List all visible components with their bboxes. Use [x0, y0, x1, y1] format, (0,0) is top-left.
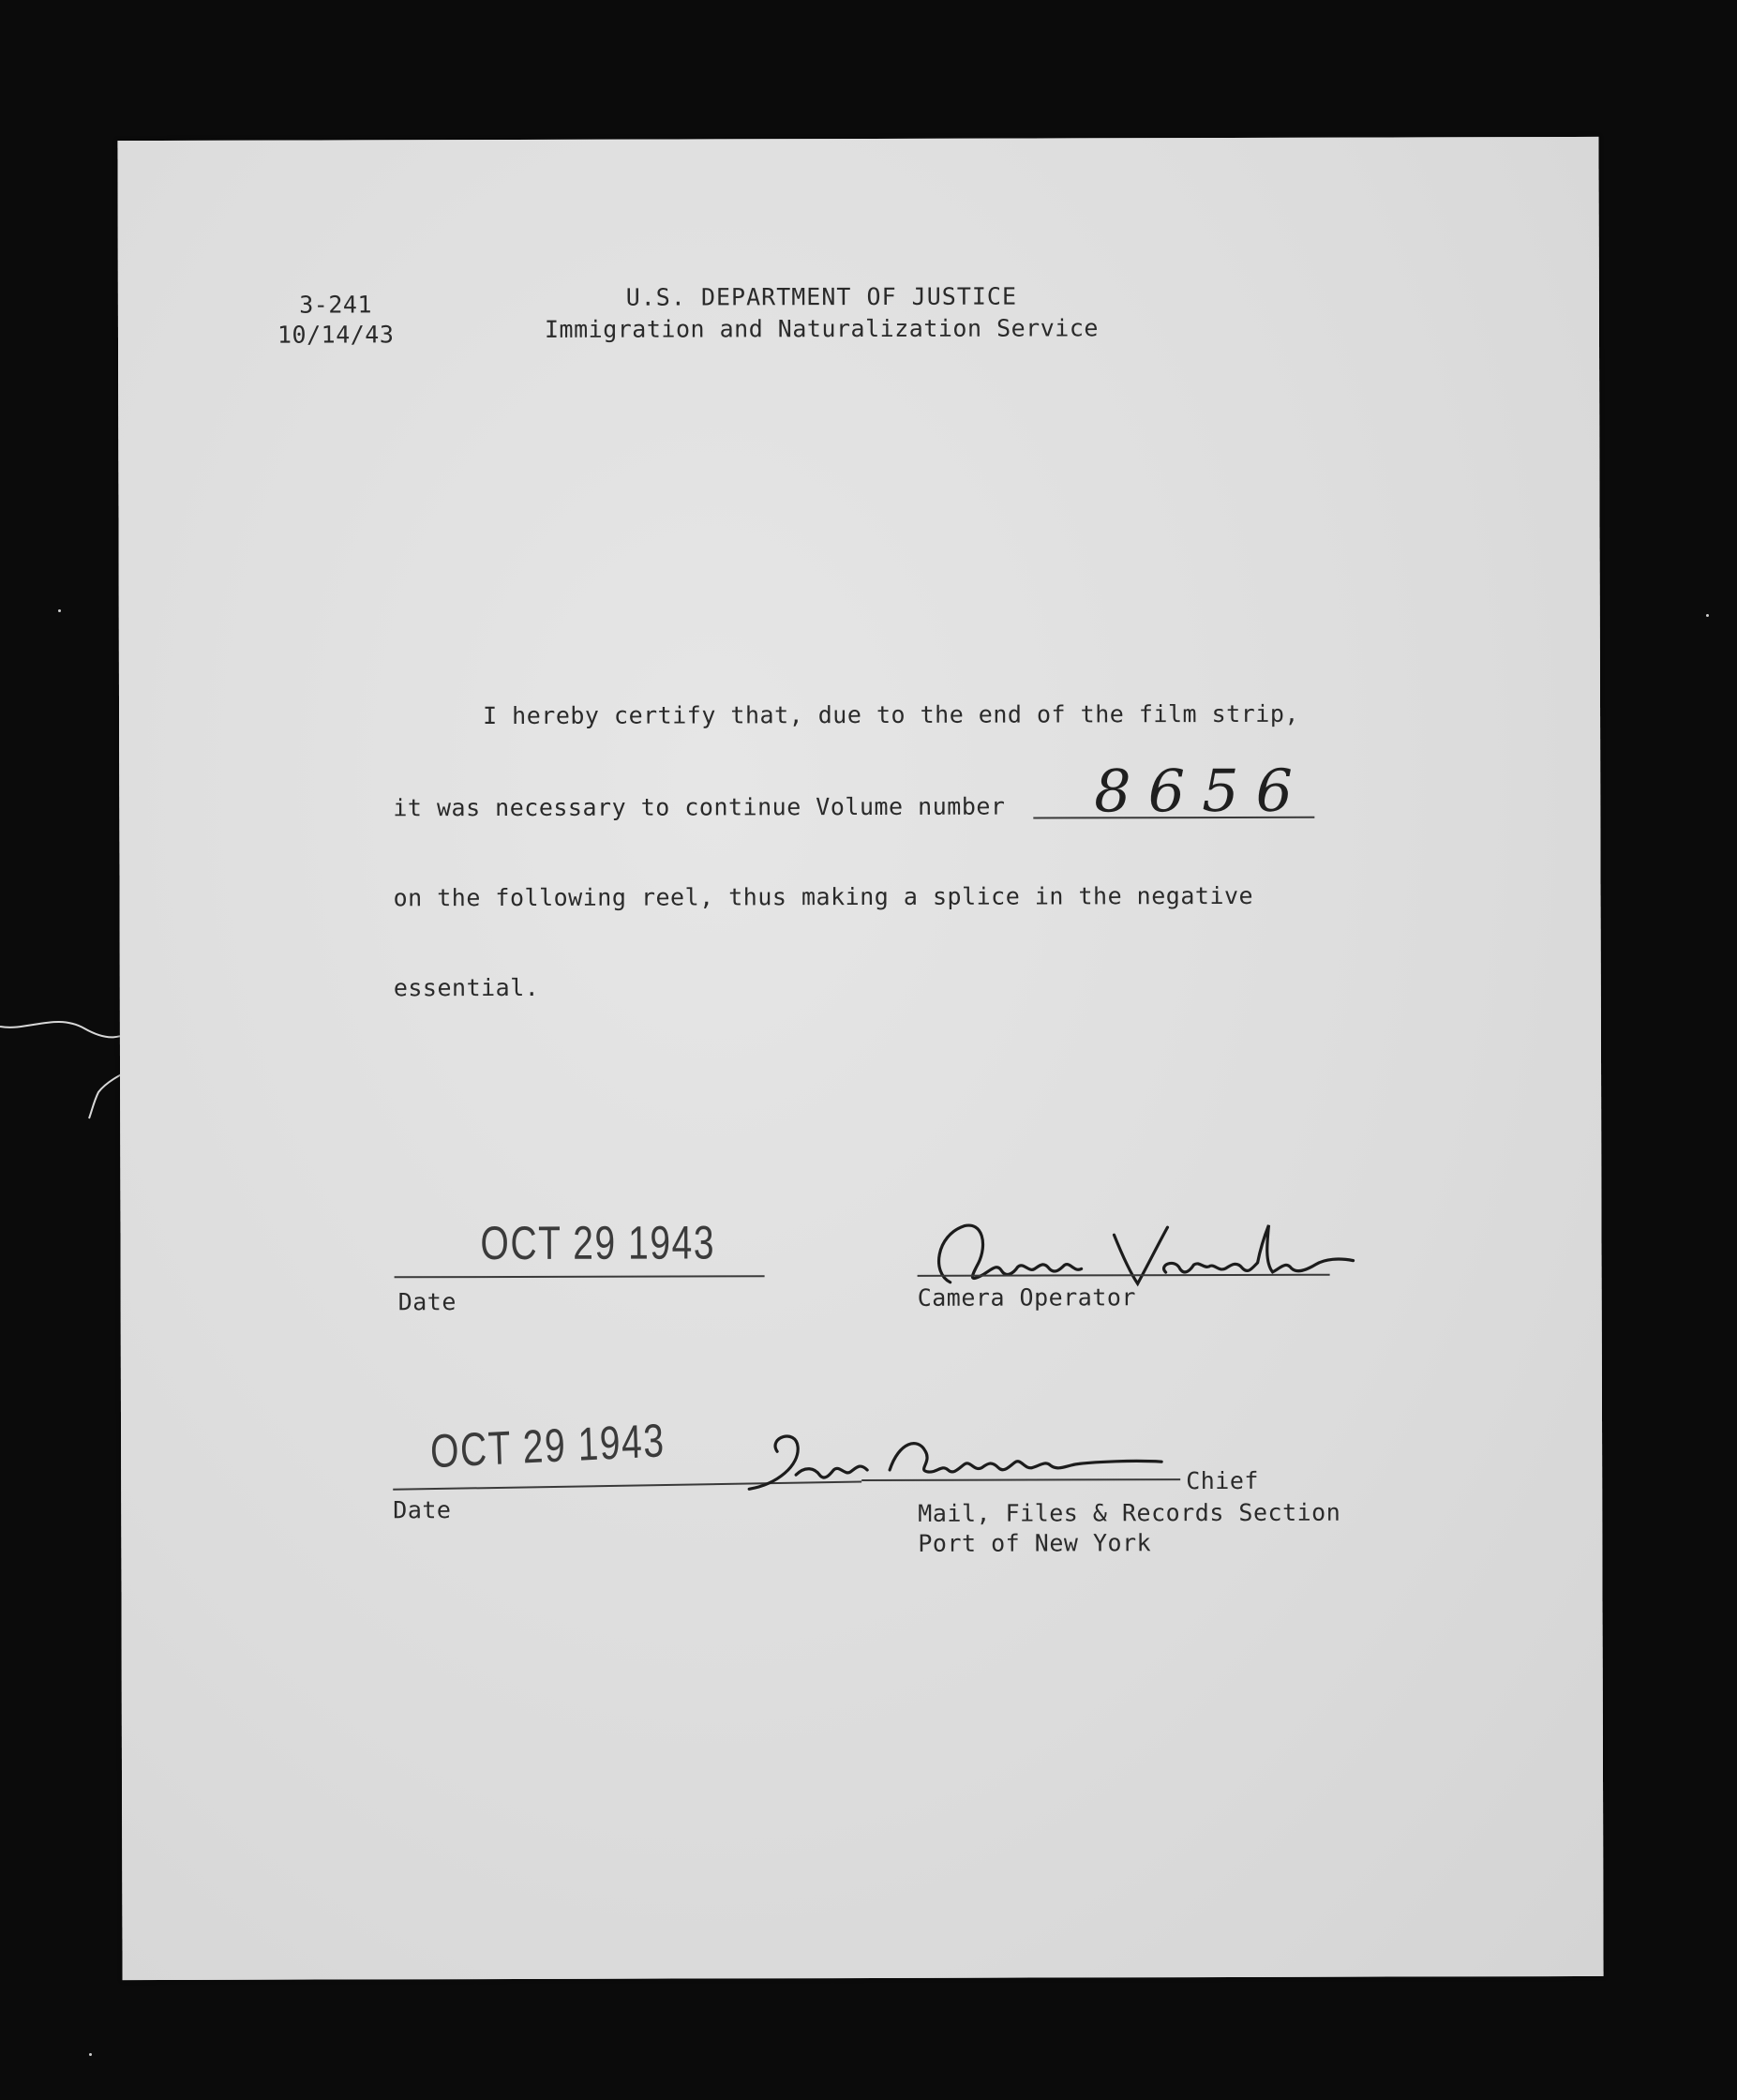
form-date: 10/14/43 [277, 321, 395, 349]
certification-line-2: it was necessary to continue Volume number [393, 792, 1006, 822]
certification-line-4: essential. [393, 973, 540, 1002]
camera-operator-title: Camera Operator [917, 1283, 1136, 1312]
department-name: U.S. DEPARTMENT OF JUSTICE [625, 282, 1018, 311]
scan-speck [58, 609, 61, 612]
date-stamp-chief: OCT 29 1943 [429, 1414, 666, 1478]
service-name: Immigration and Naturalization Service [544, 314, 1099, 343]
chief-title-line-1: Mail, Files & Records Section [918, 1498, 1341, 1527]
scan-speck [1706, 614, 1709, 617]
chief-signature [740, 1422, 1227, 1508]
certification-line-3: on the following reel, thus making a splice in the negative [393, 881, 1254, 912]
scan-speck [89, 2053, 92, 2056]
document-header [545, 280, 1099, 346]
date-stamp-camera: OCT 29 1943 [480, 1216, 716, 1270]
date-label-camera: Date [397, 1288, 457, 1316]
chief-title-line-2: Port of New York [918, 1529, 1152, 1557]
form-code [277, 290, 395, 350]
certification-line-1: I hereby certify that, due to the end of the film strip, [483, 699, 1299, 730]
chief-title: Chief [1186, 1466, 1259, 1495]
form-number: 3-241 [299, 291, 373, 319]
volume-number: 8656 [1094, 756, 1310, 826]
date-label-chief: Date [393, 1496, 452, 1524]
date-line-camera [395, 1275, 765, 1278]
document-page [117, 137, 1603, 1980]
